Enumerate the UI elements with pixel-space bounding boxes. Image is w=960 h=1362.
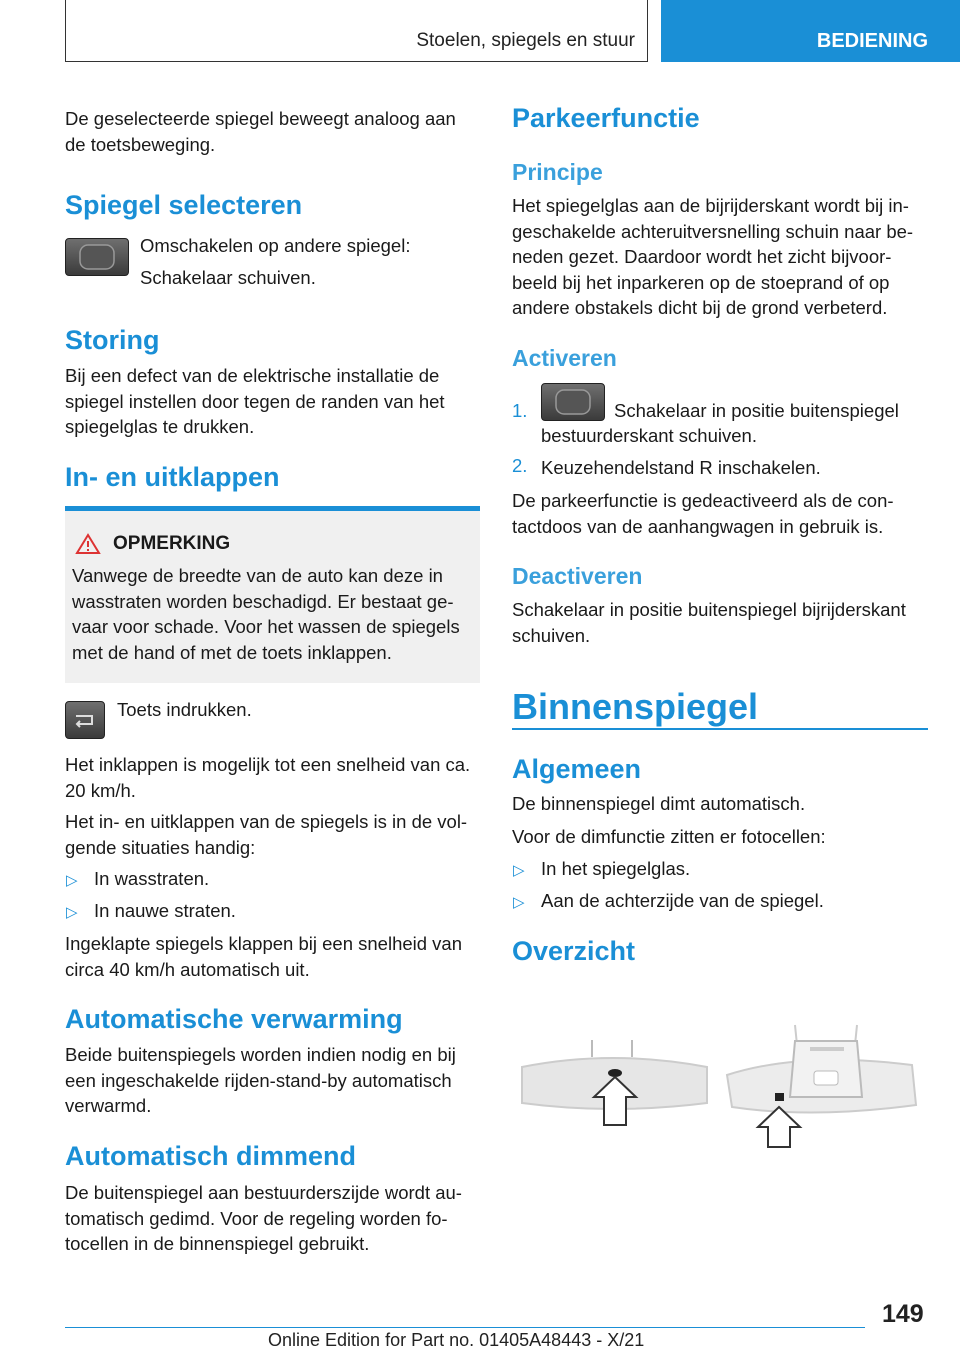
heading-dimmend: Automatisch dimmend bbox=[65, 1141, 357, 1171]
selecteren-line1: Omschakelen op andere spiegel: bbox=[140, 235, 411, 256]
step-text: Keuzehendelstand R inschakelen. bbox=[541, 457, 821, 478]
step-text: Schakelaar in positie buitenspiegel bbox=[614, 400, 899, 421]
storing-text: Bij een defect van de elektrische installatie de spiegel instellen door tegen de randen van het spiegelglas te drukken. bbox=[65, 365, 445, 437]
dimmend-text: De buitenspiegel aan bestuurderszijde wordt au-tomatisch gedimd. Voor de regeling worden fo-tocellen in de binnenspiegel gebruikt. bbox=[65, 1182, 462, 1254]
heading-spiegel-selecteren: Spiegel selecteren bbox=[65, 190, 303, 220]
inklappen-p3: Ingeklapte spiegels klappen bij een snelheid van circa 40 km/h automatisch uit. bbox=[65, 933, 463, 980]
mirror-switch-icon bbox=[541, 383, 605, 421]
section-tab bbox=[661, 0, 960, 62]
inklappen-p2: Het in- en uitklappen van de spiegels is in de vol-gende situaties handig: bbox=[65, 811, 468, 858]
bullet-icon: ▷ bbox=[513, 894, 525, 911]
notice-title: OPMERKING bbox=[113, 533, 231, 554]
mirror-switch-icon bbox=[65, 238, 129, 276]
algemeen-p2: Voor de dimfunctie zitten er fotocellen: bbox=[512, 826, 826, 847]
page-number: 149 bbox=[882, 1300, 924, 1328]
heading-verwarming: Automatische verwarming bbox=[65, 1004, 403, 1034]
heading-inklappen: In- en uitklappen bbox=[65, 462, 280, 492]
selecteren-line2: Schakelaar schuiven. bbox=[140, 267, 316, 288]
principe-text: Het spiegelglas aan de bijrijderskant wordt bij in-geschakelde achteruitversnelling schuin naar be-neden gezet. Daardoor wordt het zicht bijvoor-beeld bij het inparkeren op de stoeprand of op andere obstakels dicht bij de grond verbeterd. bbox=[512, 195, 914, 318]
section-rule bbox=[512, 728, 928, 730]
heading-overzicht: Overzicht bbox=[512, 936, 636, 966]
heading-principe: Principe bbox=[512, 159, 603, 185]
header-bar bbox=[65, 0, 648, 62]
heading-activeren: Activeren bbox=[512, 345, 617, 371]
rearview-mirror-illustration bbox=[512, 1015, 928, 1165]
heading-deactiveren: Deactiveren bbox=[512, 563, 643, 589]
heading-storing: Storing bbox=[65, 325, 160, 355]
algemeen-p1: De binnenspiegel dimt automatisch. bbox=[512, 793, 806, 814]
deactiveren-text: Schakelaar in positie buitenspiegel bijrijderskant schuiven. bbox=[512, 599, 906, 646]
footer-edition: Online Edition for Part no. 01405A48443 - X/21 bbox=[268, 1330, 645, 1350]
footer-rule bbox=[65, 1327, 865, 1328]
list-item: In het spiegelglas. bbox=[541, 858, 691, 879]
heading-parkeerfunctie: Parkeerfunctie bbox=[512, 103, 700, 133]
list-item: Aan de achterzijde van de spiegel. bbox=[541, 890, 824, 911]
bullet-icon: ▷ bbox=[66, 904, 78, 921]
activeren-note: De parkeerfunctie is gedeactiveerd als de con-tactdoos van de aanhangwagen in gebruik is. bbox=[512, 490, 894, 537]
bullet-icon: ▷ bbox=[66, 872, 78, 889]
notice-text: Vanwege de breedte van de auto kan deze in wasstraten worden beschadigd. Er bestaat ge-vaar voor schade. Voor het wassen de spiegels met de hand of met de toets inklappen. bbox=[72, 565, 460, 663]
intro-text: De geselecteerde spiegel beweegt analoog aan de toetsbeweging. bbox=[65, 108, 456, 155]
step-text-cont: bestuurderskant schuiven. bbox=[541, 425, 757, 446]
section-title: BEDIENING bbox=[816, 30, 928, 52]
list-item: In wasstraten. bbox=[94, 868, 210, 889]
step-number: 1. bbox=[512, 400, 528, 421]
inklappen-p1: Het inklappen is mogelijk tot een snelheid van ca. 20 km/h. bbox=[65, 754, 471, 801]
heading-algemeen: Algemeen bbox=[512, 754, 642, 784]
toets-text: Toets indrukken. bbox=[117, 699, 252, 720]
warning-icon bbox=[75, 533, 101, 555]
heading-binnenspiegel: Binnenspiegel bbox=[512, 686, 759, 727]
bullet-icon: ▷ bbox=[513, 862, 525, 879]
list-item: In nauwe straten. bbox=[94, 900, 236, 921]
fold-button-icon bbox=[65, 701, 105, 739]
verwarming-text: Beide buitenspiegels worden indien nodig en bij een ingeschakelde rijden-stand-by automatisch verwarmd. bbox=[65, 1044, 456, 1116]
chapter-title: Stoelen, spiegels en stuur bbox=[416, 30, 635, 51]
step-number: 2. bbox=[512, 455, 528, 476]
notice-box bbox=[65, 511, 480, 683]
